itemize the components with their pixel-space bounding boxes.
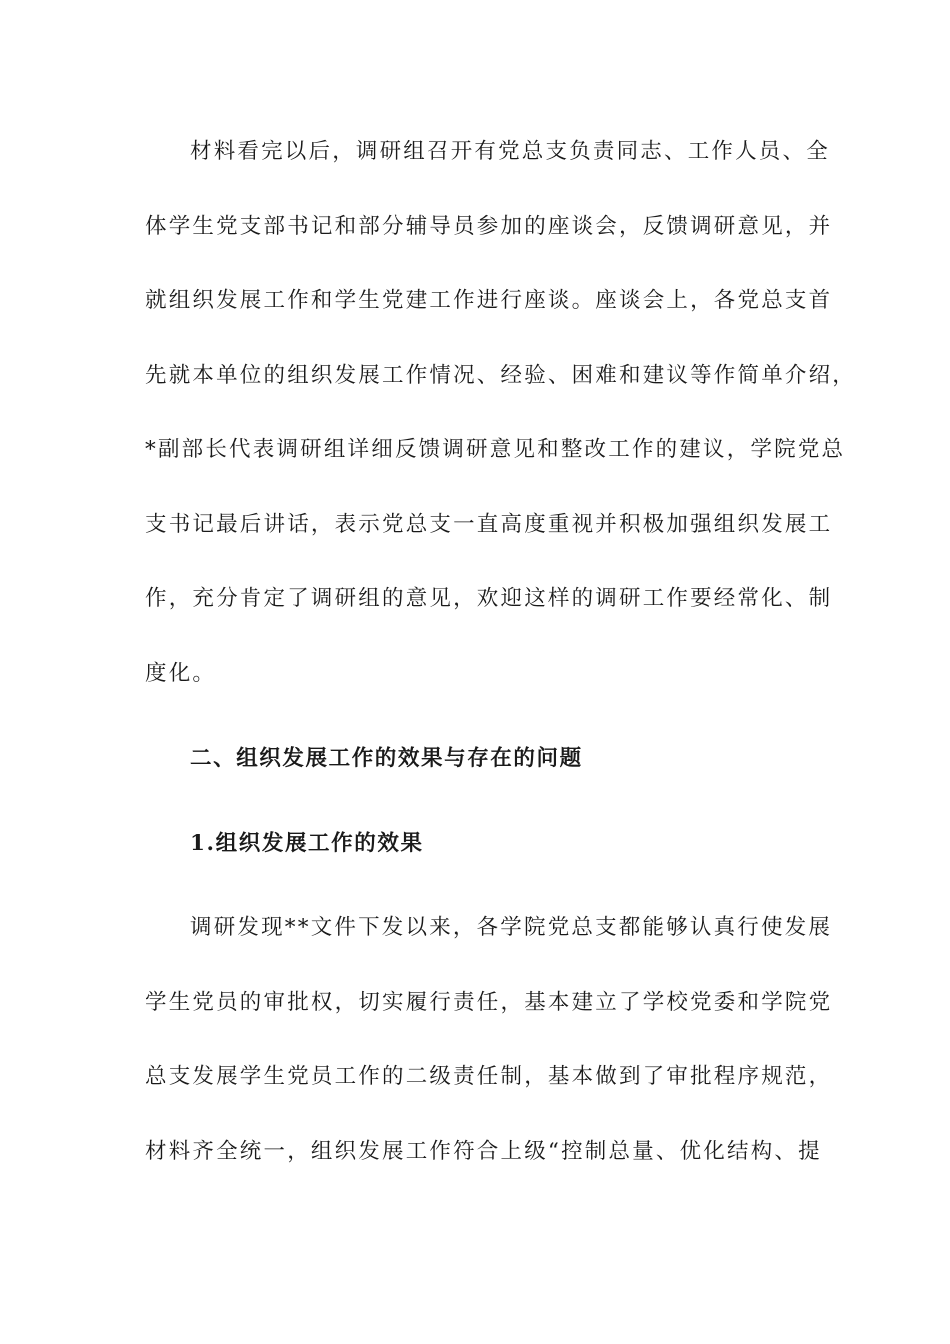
paragraph-line: 度化。: [145, 661, 217, 686]
paragraph-line: 作，充分肯定了调研组的意见，欢迎这样的调研工作要经常化、制: [145, 586, 833, 611]
paragraph-line: 学生党员的审批权，切实履行责任，基本建立了学校党委和学院党: [145, 990, 833, 1015]
paragraph-line: 调研发现**文件下发以来，各学院党总支都能够认真行使发展: [190, 915, 833, 940]
paragraph-line: 材料看完以后，调研组召开有党总支负责同志、工作人员、全: [190, 139, 830, 164]
paragraph-line: 支书记最后讲话，表示党总支一直高度重视并积极加强组织发展工: [145, 512, 833, 537]
paragraph-line: 材料齐全统一，组织发展工作符合上级“控制总量、优化结构、提: [145, 1139, 822, 1164]
paragraph-line: 体学生党支部书记和部分辅导员参加的座谈会，反馈调研意见，并: [145, 214, 833, 239]
paragraph-line: 就组织发展工作和学生党建工作进行座谈。座谈会上，各党总支首: [145, 288, 833, 313]
section-heading: 二、组织发展工作的效果与存在的问题: [190, 746, 583, 771]
subsection-heading: 1.组织发展工作的效果: [190, 831, 424, 856]
paragraph-line: 先就本单位的组织发展工作情况、经验、困难和建议等作简单介绍，: [145, 363, 857, 388]
paragraph-line: 总支发展学生党员工作的二级责任制，基本做到了审批程序规范，: [145, 1064, 833, 1089]
paragraph-line: *副部长代表调研组详细反馈调研意见和整改工作的建议，学院党总: [145, 437, 846, 462]
